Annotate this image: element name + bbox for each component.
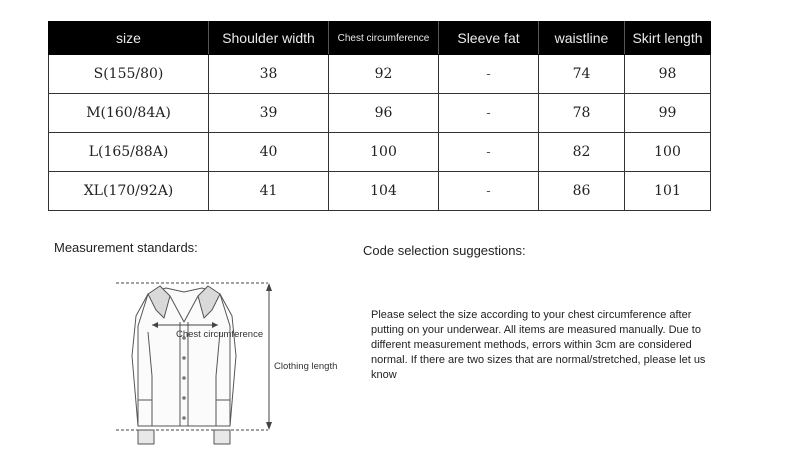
cell-chest: 104 (329, 172, 439, 211)
cell-waist: 82 (539, 133, 625, 172)
cell-chest: 96 (329, 94, 439, 133)
cell-sleeve: - (439, 94, 539, 133)
code-selection-heading: Code selection suggestions: (363, 243, 526, 258)
cell-waist: 78 (539, 94, 625, 133)
table-row (49, 133, 711, 172)
table-row (49, 55, 711, 94)
header-waistline: waistline (539, 22, 625, 55)
cell-length: 101 (625, 172, 711, 211)
cell-size: XL(170/92A) (49, 172, 209, 211)
header-chest-circumference: Chest circumference (329, 22, 439, 55)
shirt-diagram (108, 276, 278, 452)
cell-length: 100 (625, 133, 711, 172)
header-skirt-length: Skirt length (625, 22, 711, 55)
cell-chest: 100 (329, 133, 439, 172)
cell-length: 98 (625, 55, 711, 94)
cell-sleeve: - (439, 172, 539, 211)
header-size: size (49, 22, 209, 55)
cell-shoulder: 41 (209, 172, 329, 211)
measurement-standards-heading: Measurement standards: (54, 240, 198, 255)
size-selection-text: Please select the size according to your chest circumference after putting on your underwear. All items are measured manually. Due to different measurement methods, errors within 3cm are considered normal. If there are two sizes that are normal/stretched, please let us know (371, 309, 706, 381)
cell-shoulder: 40 (209, 133, 329, 172)
cell-waist: 86 (539, 172, 625, 211)
chest-circumference-label: Chest circumference (176, 329, 264, 340)
table-row (49, 94, 711, 133)
size-chart-table (48, 21, 711, 211)
cell-waist: 74 (539, 55, 625, 94)
shirt-outline (132, 286, 236, 444)
cell-sleeve: - (439, 55, 539, 94)
length-arrow-up (266, 283, 272, 291)
clothing-length-label: Clothing length (274, 361, 338, 372)
cell-length: 99 (625, 94, 711, 133)
cell-size: S(155/80) (49, 55, 209, 94)
cell-size: M(160/84A) (49, 94, 209, 133)
cell-sleeve: - (439, 133, 539, 172)
table-header-row (49, 22, 711, 55)
cell-size: L(165/88A) (49, 133, 209, 172)
cell-shoulder: 39 (209, 94, 329, 133)
cell-shoulder: 38 (209, 55, 329, 94)
header-shoulder-width: Shoulder width (209, 22, 329, 55)
cell-chest: 92 (329, 55, 439, 94)
table-row (49, 172, 711, 211)
length-arrow-down (266, 422, 272, 430)
header-sleeve-fat: Sleeve fat (439, 22, 539, 55)
